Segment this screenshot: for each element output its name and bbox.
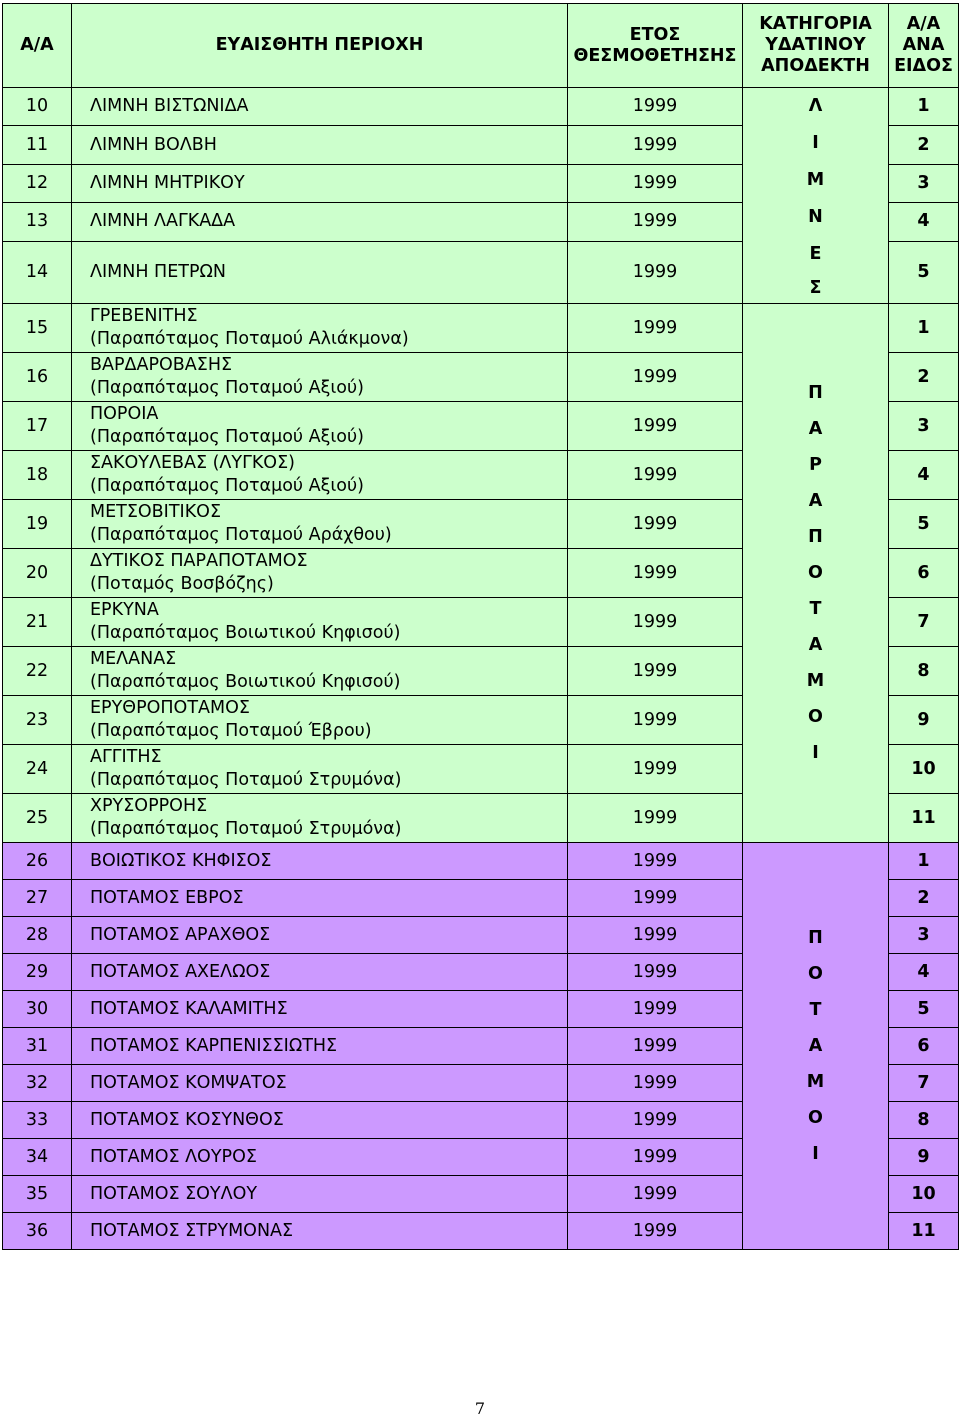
row-aa: 12	[3, 164, 72, 202]
area-name: ΧΡΥΣΟΡΡΟΗΣ	[90, 796, 208, 817]
area-name: ΜΕΤΣΟΒΙΤΙΚΟΣ	[90, 502, 222, 523]
area-subtitle: (Παραπόταμος Ποταμού Αξιού)	[90, 378, 364, 398]
row-area	[72, 353, 568, 402]
category-letter: Ο	[808, 563, 823, 583]
area-name: ΕΡΚΥΝΑ	[90, 600, 159, 621]
row-aa: 23	[3, 696, 72, 745]
area-subtitle: (Παραπόταμος Ποταμού Αράχθου)	[90, 525, 392, 545]
category-letter: Σ	[809, 278, 822, 298]
row-index: 3	[889, 917, 959, 954]
row-index: 9	[889, 1139, 959, 1176]
row-aa: 20	[3, 549, 72, 598]
row-aa: 24	[3, 745, 72, 794]
row-index: 5	[889, 991, 959, 1028]
area-subtitle: (Παραπόταμος Βοιωτικού Κηφισού)	[90, 623, 401, 643]
row-year: 1999	[568, 954, 743, 991]
row-year: 1999	[568, 598, 743, 647]
row-area: ΠΟΤΑΜΟΣ ΚΟΣΥΝΘΟΣ	[72, 1102, 568, 1139]
area-subtitle: (Παραπόταμος Ποταμού Στρυμόνα)	[90, 770, 402, 790]
row-area: ΛΙΜΝΗ ΛΑΓΚΑΔΑ	[72, 203, 568, 241]
row-year: 1999	[568, 549, 743, 598]
row-area: ΠΟΤΑΜΟΣ ΚΑΛΑΜΙΤΗΣ	[72, 991, 568, 1028]
category-tributaries	[743, 304, 889, 843]
row-area	[72, 304, 568, 353]
row-area	[72, 696, 568, 745]
row-area: ΛΙΜΝΗ ΠΕΤΡΩΝ	[72, 241, 568, 303]
row-index: 6	[889, 1028, 959, 1065]
category-letter: Ι	[812, 743, 819, 763]
category-letter: Π	[808, 928, 823, 948]
table-row	[3, 843, 959, 880]
category-letter: Π	[808, 527, 823, 547]
row-area: ΠΟΤΑΜΟΣ ΕΒΡΟΣ	[72, 880, 568, 917]
area-name: ΜΕΛΑΝΑΣ	[90, 649, 177, 670]
row-aa: 27	[3, 880, 72, 917]
area-name: ΔΥΤΙΚΟΣ ΠΑΡΑΠΟΤΑΜΟΣ	[90, 551, 308, 572]
row-year: 1999	[568, 647, 743, 696]
row-year: 1999	[568, 991, 743, 1028]
area-subtitle: (Παραπόταμος Ποταμού Αξιού)	[90, 476, 364, 496]
category-letters	[743, 920, 888, 1172]
row-year: 1999	[568, 451, 743, 500]
area-name: ΕΡΥΘΡΟΠΟΤΑΜΟΣ	[90, 698, 250, 719]
row-area: ΛΙΜΝΗ ΜΗΤΡΙΚΟΥ	[72, 164, 568, 202]
row-year: 1999	[568, 126, 743, 164]
area-subtitle: (Ποταμός Βοσβόζης)	[90, 574, 274, 594]
row-aa: 31	[3, 1028, 72, 1065]
row-area: ΛΙΜΝΗ ΒΙΣΤΩΝΙΔΑ	[72, 88, 568, 126]
row-aa: 10	[3, 88, 72, 126]
row-aa: 30	[3, 991, 72, 1028]
row-aa: 13	[3, 203, 72, 241]
row-year: 1999	[568, 500, 743, 549]
area-subtitle: (Παραπόταμος Βοιωτικού Κηφισού)	[90, 672, 401, 692]
header-index: Α/Α ΑΝΑ ΕΙΔΟΣ	[889, 4, 959, 88]
category-letter: Ν	[808, 207, 823, 227]
category-letter: Μ	[806, 170, 825, 190]
category-letter: Α	[808, 491, 823, 511]
row-area	[72, 402, 568, 451]
area-subtitle: (Παραπόταμος Ποταμού Αξιού)	[90, 427, 364, 447]
row-index: 7	[889, 598, 959, 647]
row-year: 1999	[568, 304, 743, 353]
row-index: 1	[889, 304, 959, 353]
row-index: 5	[889, 241, 959, 303]
row-index: 11	[889, 794, 959, 843]
row-area: ΠΟΤΑΜΟΣ ΣΤΡΥΜΟΝΑΣ	[72, 1213, 568, 1250]
row-aa: 14	[3, 241, 72, 303]
row-year: 1999	[568, 1213, 743, 1250]
row-index: 2	[889, 353, 959, 402]
table-row	[3, 88, 959, 126]
row-year: 1999	[568, 1065, 743, 1102]
category-letter: Α	[808, 635, 823, 655]
row-aa: 25	[3, 794, 72, 843]
row-aa: 11	[3, 126, 72, 164]
category-letter: Λ	[808, 96, 823, 116]
category-letter: Α	[808, 419, 823, 439]
row-area	[72, 647, 568, 696]
row-index: 10	[889, 1176, 959, 1213]
row-aa: 15	[3, 304, 72, 353]
area-name: ΑΓΓΙΤΗΣ	[90, 747, 162, 768]
row-aa: 36	[3, 1213, 72, 1250]
area-name: ΒΑΡΔΑΡΟΒΑΣΗΣ	[90, 355, 233, 376]
row-index: 8	[889, 647, 959, 696]
row-area	[72, 451, 568, 500]
row-area: ΠΟΤΑΜΟΣ ΛΟΥΡΟΣ	[72, 1139, 568, 1176]
category-rivers	[743, 843, 889, 1250]
row-area: ΠΟΤΑΜΟΣ ΚΑΡΠΕΝΙΣΣΙΩΤΗΣ	[72, 1028, 568, 1065]
area-name: ΓΡΕΒΕΝΙΤΗΣ	[90, 306, 198, 327]
category-letter: Α	[808, 1036, 823, 1056]
row-area: ΠΟΤΑΜΟΣ ΣΟΥΛΟΥ	[72, 1176, 568, 1213]
row-index: 2	[889, 126, 959, 164]
category-letter: Ι	[812, 1144, 819, 1164]
category-letters	[743, 375, 888, 771]
row-year: 1999	[568, 843, 743, 880]
row-area	[72, 549, 568, 598]
category-letter: Π	[808, 383, 823, 403]
row-year: 1999	[568, 1176, 743, 1213]
row-year: 1999	[568, 353, 743, 402]
category-letters	[743, 88, 888, 303]
row-index: 11	[889, 1213, 959, 1250]
header-area: ΕΥΑΙΣΘΗΤΗ ΠΕΡΙΟΧΗ	[72, 4, 568, 88]
table-row	[3, 304, 959, 353]
category-letter: Ε	[809, 244, 822, 264]
row-year: 1999	[568, 402, 743, 451]
category-letter: Μ	[806, 671, 825, 691]
row-year: 1999	[568, 241, 743, 303]
row-year: 1999	[568, 696, 743, 745]
category-letter: Μ	[806, 1072, 825, 1092]
row-aa: 28	[3, 917, 72, 954]
row-aa: 35	[3, 1176, 72, 1213]
row-year: 1999	[568, 917, 743, 954]
row-aa: 26	[3, 843, 72, 880]
row-index: 9	[889, 696, 959, 745]
row-year: 1999	[568, 88, 743, 126]
row-index: 1	[889, 843, 959, 880]
row-index: 4	[889, 451, 959, 500]
row-area	[72, 500, 568, 549]
header-category: ΚΑΤΗΓΟΡΙΑ ΥΔΑΤΙΝΟΥ ΑΠΟΔΕΚΤΗ	[743, 4, 889, 88]
row-index: 4	[889, 203, 959, 241]
row-aa: 17	[3, 402, 72, 451]
row-aa: 21	[3, 598, 72, 647]
row-year: 1999	[568, 1102, 743, 1139]
sensitive-areas-table	[2, 3, 959, 1250]
row-aa: 32	[3, 1065, 72, 1102]
category-lakes	[743, 88, 889, 304]
row-area: ΠΟΤΑΜΟΣ ΚΟΜΨΑΤΟΣ	[72, 1065, 568, 1102]
category-letter: Ο	[808, 964, 823, 984]
row-index: 6	[889, 549, 959, 598]
category-letter: Ο	[808, 1108, 823, 1128]
header-year: ΕΤΟΣ ΘΕΣΜΟΘΕΤΗΣΗΣ	[568, 4, 743, 88]
row-index: 10	[889, 745, 959, 794]
row-index: 4	[889, 954, 959, 991]
row-year: 1999	[568, 1139, 743, 1176]
category-letter: Τ	[809, 1000, 822, 1020]
area-name: ΠΟΡΟΙΑ	[90, 404, 159, 425]
row-year: 1999	[568, 745, 743, 794]
page-number: 7	[474, 1399, 486, 1418]
row-aa: 33	[3, 1102, 72, 1139]
category-letter: Ρ	[809, 455, 822, 475]
row-aa: 18	[3, 451, 72, 500]
row-area: ΠΟΤΑΜΟΣ ΑΡΑΧΘΟΣ	[72, 917, 568, 954]
table-header-row	[3, 4, 959, 88]
area-subtitle: (Παραπόταμος Ποταμού Έβρου)	[90, 721, 372, 741]
row-year: 1999	[568, 203, 743, 241]
category-letter: Ι	[812, 133, 819, 153]
row-aa: 22	[3, 647, 72, 696]
row-index: 3	[889, 164, 959, 202]
row-area	[72, 745, 568, 794]
area-name: ΣΑΚΟΥΛΕΒΑΣ (ΛΥΓΚΟΣ)	[90, 453, 295, 474]
category-letter: Ο	[808, 707, 823, 727]
row-area: ΛΙΜΝΗ ΒΟΛΒΗ	[72, 126, 568, 164]
row-index: 8	[889, 1102, 959, 1139]
row-aa: 34	[3, 1139, 72, 1176]
row-area	[72, 794, 568, 843]
row-year: 1999	[568, 794, 743, 843]
row-area: ΠΟΤΑΜΟΣ ΑΧΕΛΩΟΣ	[72, 954, 568, 991]
row-year: 1999	[568, 880, 743, 917]
row-area: ΒΟΙΩΤΙΚΟΣ ΚΗΦΙΣΟΣ	[72, 843, 568, 880]
row-area	[72, 598, 568, 647]
row-index: 2	[889, 880, 959, 917]
row-aa: 16	[3, 353, 72, 402]
row-aa: 19	[3, 500, 72, 549]
row-index: 7	[889, 1065, 959, 1102]
row-year: 1999	[568, 164, 743, 202]
header-aa: Α/Α	[3, 4, 72, 88]
row-index: 1	[889, 88, 959, 126]
category-letter: Τ	[809, 599, 822, 619]
row-index: 3	[889, 402, 959, 451]
area-subtitle: (Παραπόταμος Ποταμού Στρυμόνα)	[90, 819, 402, 839]
row-index: 5	[889, 500, 959, 549]
row-year: 1999	[568, 1028, 743, 1065]
area-subtitle: (Παραπόταμος Ποταμού Αλιάκμονα)	[90, 329, 409, 349]
row-aa: 29	[3, 954, 72, 991]
